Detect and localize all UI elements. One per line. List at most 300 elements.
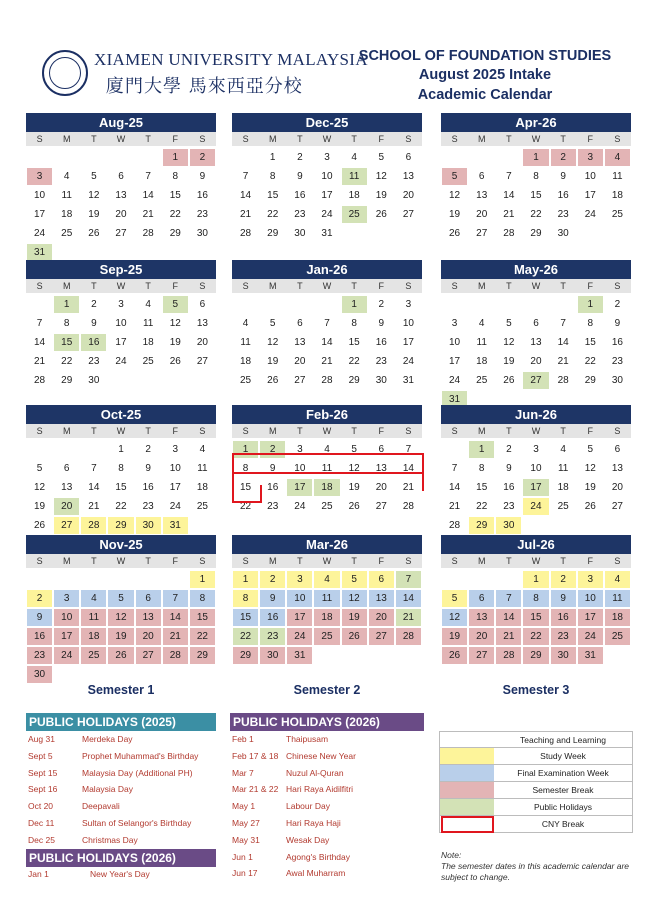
- day-cell: 1: [190, 571, 215, 588]
- weekday-label: T: [145, 134, 151, 144]
- day-cell: 24: [523, 498, 548, 515]
- day-cell: 12: [267, 337, 279, 348]
- month-title: May-26: [441, 260, 631, 279]
- day-cell: 20: [402, 190, 414, 201]
- holiday-name: Christmas Day: [82, 834, 138, 845]
- day-cell: 22: [233, 628, 258, 645]
- holiday-name: Hari Raya Aidilfitri: [286, 784, 354, 795]
- day-cell: 12: [584, 463, 596, 474]
- day-cell: 25: [476, 375, 488, 386]
- day-cell: 12: [442, 609, 467, 626]
- holiday-date: Feb 1: [232, 734, 254, 744]
- day-cell: 21: [557, 356, 569, 367]
- weekday-label: T: [506, 281, 512, 291]
- day-cell: 5: [269, 318, 276, 329]
- weekday-label: T: [297, 134, 303, 144]
- month-aug-25: [26, 113, 216, 262]
- day-cell: 28: [321, 375, 333, 386]
- day-cell: 1: [469, 441, 494, 458]
- holiday-row: [28, 781, 228, 798]
- day-cell: 21: [396, 609, 421, 626]
- semester-label-3: Semester 3: [502, 683, 570, 697]
- day-cell: 26: [348, 501, 360, 512]
- day-cell: 2: [297, 152, 303, 163]
- weekday-label: W: [322, 281, 332, 291]
- empty-cell: [314, 296, 339, 313]
- day-cell: 28: [402, 501, 414, 512]
- weekday-label: T: [506, 134, 512, 144]
- day-cell: 21: [34, 356, 46, 367]
- holiday-row: [232, 849, 432, 866]
- weekday-label: W: [531, 426, 541, 436]
- day-cell: 13: [469, 609, 494, 626]
- holidays-2025-heading: PUBLIC HOLIDAYS (2025): [26, 713, 216, 731]
- holiday-name: Malaysia Day: [82, 784, 134, 795]
- day-cell: 10: [294, 463, 306, 474]
- day-cell: 14: [163, 609, 188, 626]
- day-cell: 19: [375, 190, 387, 201]
- day-cell: 9: [199, 171, 206, 182]
- day-cell: 20: [54, 498, 79, 515]
- day-cell: 4: [605, 571, 630, 588]
- day-cell: 11: [557, 463, 569, 474]
- legend-swatch: [440, 732, 494, 748]
- holiday-row: [232, 798, 432, 815]
- note: [441, 850, 631, 883]
- day-cell: 14: [88, 482, 100, 493]
- day-cell: 27: [523, 372, 548, 389]
- day-cell: 18: [196, 482, 208, 493]
- weekday-label: T: [351, 556, 357, 566]
- note-title: Note:: [441, 850, 462, 860]
- day-cell: 10: [402, 318, 414, 329]
- day-cell: 14: [142, 190, 154, 201]
- day-cell: 21: [240, 209, 252, 220]
- day-cell: 15: [523, 609, 548, 626]
- weekday-label: T: [351, 134, 357, 144]
- day-cell: 19: [267, 356, 279, 367]
- day-cell: 2: [27, 590, 52, 607]
- empty-cell: [233, 149, 258, 166]
- month-jun-26: [441, 405, 631, 535]
- day-cell: 28: [503, 228, 515, 239]
- day-cell: 8: [118, 463, 124, 474]
- cny-break-outline: [232, 485, 262, 503]
- day-cell: 8: [478, 463, 485, 474]
- day-cell: 11: [314, 590, 339, 607]
- day-cell: 8: [587, 318, 594, 329]
- day-cell: 6: [369, 571, 394, 588]
- day-cell: 5: [442, 590, 467, 607]
- day-cell: 12: [375, 171, 387, 182]
- empty-cell: [469, 571, 494, 588]
- day-cell: 20: [530, 356, 542, 367]
- day-cell: 18: [61, 209, 73, 220]
- day-grid: [26, 440, 216, 535]
- legend-row-cny: [439, 816, 633, 833]
- day-cell: 20: [476, 209, 488, 220]
- day-cell: 19: [88, 209, 100, 220]
- holiday-date: Mar 21 & 22: [232, 784, 279, 795]
- holiday-name: Wesak Day: [286, 834, 330, 845]
- day-cell: 15: [240, 482, 252, 493]
- day-cell: 23: [551, 628, 576, 645]
- day-cell: 22: [169, 209, 181, 220]
- empty-cell: [442, 149, 467, 166]
- semester-label-1: Semester 1: [87, 683, 155, 697]
- day-cell: 19: [348, 482, 360, 493]
- day-cell: 23: [375, 356, 387, 367]
- weekday-label: M: [62, 134, 71, 144]
- day-cell: 4: [478, 318, 485, 329]
- day-grid: [26, 295, 216, 390]
- empty-cell: [469, 296, 494, 313]
- weekday-label: S: [451, 556, 458, 566]
- weekday-label: T: [297, 556, 303, 566]
- day-cell: 15: [348, 337, 360, 348]
- weekday-label: T: [560, 281, 566, 291]
- day-grid: [26, 570, 216, 684]
- day-cell: 11: [476, 337, 487, 348]
- day-cell: 13: [294, 337, 306, 348]
- day-cell: 24: [287, 628, 312, 645]
- day-cell: 31: [287, 647, 312, 664]
- day-cell: 30: [136, 517, 161, 534]
- day-cell: 3: [451, 318, 458, 329]
- day-cell: 25: [321, 501, 333, 512]
- day-cell: 17: [523, 479, 548, 496]
- day-cell: 10: [449, 337, 461, 348]
- day-cell: 3: [578, 149, 603, 166]
- day-cell: 19: [34, 501, 46, 512]
- note-text: The semester dates in this academic calendar are subject to change.: [441, 861, 630, 882]
- weekday-label: M: [477, 134, 486, 144]
- day-cell: 30: [557, 228, 569, 239]
- month-title: Aug-25: [26, 113, 216, 132]
- day-cell: 25: [196, 501, 208, 512]
- day-cell: 17: [321, 190, 333, 201]
- empty-cell: [81, 571, 106, 588]
- day-cell: 6: [614, 444, 621, 455]
- weekday-label: S: [614, 134, 621, 144]
- day-cell: 22: [476, 501, 488, 512]
- day-cell: 8: [533, 171, 539, 182]
- weekday-label: M: [268, 134, 277, 144]
- day-cell: 20: [115, 209, 127, 220]
- weekday-label: S: [36, 134, 43, 144]
- weekday-label: M: [62, 281, 71, 291]
- day-cell: 17: [287, 479, 312, 496]
- day-cell: 15: [54, 334, 79, 351]
- day-cell: 26: [34, 520, 46, 531]
- day-cell: 22: [584, 356, 596, 367]
- holiday-row: [28, 832, 228, 849]
- day-cell: 21: [496, 628, 521, 645]
- day-cell: 31: [27, 244, 52, 261]
- day-cell: 6: [297, 318, 303, 329]
- day-cell: 29: [523, 647, 548, 664]
- day-grid: [441, 570, 631, 665]
- day-cell: 3: [533, 444, 539, 455]
- legend-swatch: [440, 799, 494, 815]
- day-cell: 2: [145, 444, 151, 455]
- day-cell: 9: [560, 171, 566, 182]
- day-cell: 7: [324, 318, 330, 329]
- day-cell: 7: [163, 590, 188, 607]
- weekday-header: [441, 554, 631, 568]
- day-cell: 20: [136, 628, 161, 645]
- weekday-label: S: [242, 134, 249, 144]
- day-cell: 9: [27, 609, 52, 626]
- day-cell: 18: [605, 609, 630, 626]
- day-cell: 24: [34, 228, 46, 239]
- day-cell: 4: [63, 171, 70, 182]
- day-cell: 26: [342, 628, 367, 645]
- empty-cell: [496, 571, 521, 588]
- day-cell: 7: [496, 590, 521, 607]
- legend-label: CNY Break: [541, 819, 585, 829]
- day-cell: 13: [402, 171, 414, 182]
- weekday-label: W: [322, 134, 332, 144]
- empty-cell: [163, 571, 188, 588]
- weekday-header: [441, 132, 631, 146]
- day-cell: 16: [557, 190, 569, 201]
- day-cell: 14: [496, 609, 521, 626]
- day-cell: 12: [348, 463, 360, 474]
- day-cell: 14: [402, 463, 414, 474]
- empty-cell: [260, 296, 285, 313]
- day-cell: 29: [267, 228, 279, 239]
- day-cell: 2: [551, 149, 576, 166]
- day-cell: 3: [27, 168, 52, 185]
- month-mar-26: [232, 535, 422, 665]
- day-cell: 5: [506, 318, 512, 329]
- day-cell: 10: [287, 590, 312, 607]
- day-cell: 18: [81, 628, 106, 645]
- day-cell: 24: [578, 628, 603, 645]
- weekday-label: S: [614, 426, 621, 436]
- holiday-date: Oct 20: [28, 801, 54, 812]
- weekday-label: T: [91, 134, 97, 144]
- day-cell: 22: [530, 209, 542, 220]
- day-cell: 25: [611, 209, 623, 220]
- day-cell: 3: [578, 571, 603, 588]
- day-cell: 28: [496, 647, 521, 664]
- weekday-label: T: [145, 281, 151, 291]
- weekday-label: S: [405, 134, 412, 144]
- day-cell: 27: [375, 501, 387, 512]
- weekday-label: M: [477, 426, 486, 436]
- weekday-label: W: [116, 134, 126, 144]
- day-cell: 6: [378, 444, 385, 455]
- weekday-header: [232, 424, 422, 438]
- weekday-label: F: [587, 426, 594, 436]
- weekday-label: T: [91, 426, 97, 436]
- empty-cell: [54, 571, 79, 588]
- empty-cell: [81, 441, 106, 458]
- empty-cell: [523, 296, 548, 313]
- legend-label: Semester Break: [532, 785, 594, 795]
- holiday-date: Aug 31: [28, 734, 55, 744]
- day-cell: 3: [287, 571, 312, 588]
- day-cell: 20: [375, 482, 387, 493]
- day-grid: [441, 148, 631, 243]
- day-cell: 21: [142, 209, 154, 220]
- legend-label: Final Examination Week: [517, 768, 609, 778]
- holiday-name: Merdeka Day: [82, 734, 133, 744]
- day-cell: 22: [348, 356, 360, 367]
- holiday-row: [232, 731, 432, 748]
- day-cell: 1: [523, 571, 548, 588]
- day-cell: 21: [503, 209, 515, 220]
- day-cell: 7: [91, 463, 97, 474]
- month-title: Apr-26: [441, 113, 631, 132]
- day-cell: 5: [351, 444, 357, 455]
- day-cell: 30: [611, 375, 623, 386]
- month-jan-26: [232, 260, 422, 390]
- holiday-date: Dec 25: [28, 834, 55, 845]
- day-cell: 19: [584, 482, 596, 493]
- day-cell: 6: [533, 318, 539, 329]
- weekday-label: S: [242, 281, 249, 291]
- weekday-label: S: [199, 556, 206, 566]
- holiday-row: [28, 765, 228, 782]
- day-cell: 2: [614, 299, 621, 310]
- weekday-label: M: [477, 556, 486, 566]
- weekday-header: [26, 132, 216, 146]
- day-cell: 16: [260, 609, 285, 626]
- day-cell: 27: [115, 228, 127, 239]
- day-cell: 27: [469, 647, 494, 664]
- holiday-name: Malaysia Day (Additional PH): [82, 767, 193, 778]
- weekday-label: T: [91, 281, 97, 291]
- day-cell: 30: [294, 228, 306, 239]
- day-cell: 30: [260, 647, 285, 664]
- day-cell: 6: [118, 171, 124, 182]
- holiday-date: Jan 1: [28, 869, 49, 879]
- holiday-name: Thaipusam: [286, 734, 329, 744]
- day-cell: 1: [342, 296, 367, 313]
- day-cell: 4: [242, 318, 249, 329]
- day-cell: 22: [61, 356, 73, 367]
- day-cell: 8: [190, 590, 215, 607]
- weekday-label: F: [172, 556, 179, 566]
- day-cell: 8: [172, 171, 179, 182]
- day-cell: 31: [402, 375, 414, 386]
- holiday-row: [28, 798, 228, 815]
- day-cell: 4: [145, 299, 151, 310]
- page-title-line1: SCHOOL OF FOUNDATION STUDIES: [358, 48, 612, 64]
- page-header: [0, 0, 649, 110]
- empty-cell: [551, 296, 576, 313]
- empty-cell: [442, 296, 467, 313]
- day-cell: 4: [324, 444, 330, 455]
- day-cell: 16: [503, 482, 515, 493]
- day-cell: 23: [88, 356, 100, 367]
- day-cell: 5: [163, 296, 188, 313]
- day-cell: 9: [91, 318, 97, 329]
- day-cell: 28: [449, 520, 461, 531]
- weekday-label: M: [268, 556, 277, 566]
- holiday-name: Labour Day: [286, 801, 330, 812]
- empty-cell: [27, 441, 52, 458]
- empty-cell: [442, 441, 467, 458]
- day-cell: 18: [240, 356, 252, 367]
- month-may-26: [441, 260, 631, 409]
- day-cell: 11: [605, 590, 630, 607]
- empty-cell: [27, 149, 52, 166]
- day-cell: 12: [503, 337, 515, 348]
- day-cell: 11: [142, 318, 154, 329]
- day-cell: 2: [190, 149, 215, 166]
- day-cell: 8: [269, 171, 276, 182]
- day-cell: 26: [267, 375, 279, 386]
- weekday-label: S: [199, 281, 206, 291]
- day-cell: 23: [267, 501, 279, 512]
- day-cell: 28: [557, 375, 569, 386]
- day-cell: 27: [136, 647, 161, 664]
- day-cell: 13: [196, 318, 208, 329]
- weekday-label: T: [297, 426, 303, 436]
- day-cell: 7: [242, 171, 249, 182]
- day-cell: 9: [614, 318, 621, 329]
- empty-cell: [81, 149, 106, 166]
- day-cell: 13: [61, 482, 73, 493]
- day-cell: 25: [342, 206, 367, 223]
- weekday-label: W: [116, 281, 126, 291]
- day-cell: 6: [405, 152, 412, 163]
- weekday-label: S: [36, 426, 43, 436]
- holiday-name: Prophet Muhammad's Birthday: [82, 750, 199, 761]
- day-cell: 5: [587, 444, 594, 455]
- day-cell: 31: [321, 228, 333, 239]
- day-cell: 5: [91, 171, 97, 182]
- day-cell: 19: [442, 628, 467, 645]
- holiday-date: Sept 5: [28, 750, 53, 761]
- semester-label-2: Semester 2: [293, 683, 361, 697]
- holiday-date: Mar 7: [232, 767, 254, 778]
- weekday-label: F: [378, 426, 385, 436]
- day-cell: 7: [145, 171, 151, 182]
- day-cell: 5: [36, 463, 43, 474]
- weekday-label: S: [36, 281, 43, 291]
- day-cell: 8: [233, 590, 258, 607]
- day-cell: 25: [61, 228, 73, 239]
- weekday-header: [26, 279, 216, 293]
- day-cell: 13: [369, 590, 394, 607]
- legend-label: Teaching and Learning: [519, 735, 606, 745]
- empty-cell: [108, 149, 133, 166]
- day-cell: 13: [530, 337, 542, 348]
- holiday-row: [28, 748, 228, 765]
- holiday-date: May 31: [232, 834, 260, 845]
- day-cell: 4: [560, 444, 566, 455]
- empty-cell: [27, 571, 52, 588]
- day-cell: 25: [605, 628, 630, 645]
- weekday-label: S: [242, 556, 249, 566]
- day-cell: 10: [54, 609, 79, 626]
- day-cell: 28: [142, 228, 154, 239]
- holiday-row: [232, 781, 432, 798]
- weekday-label: F: [378, 134, 385, 144]
- day-cell: 27: [54, 517, 79, 534]
- day-cell: 19: [169, 337, 181, 348]
- day-cell: 16: [294, 190, 306, 201]
- empty-cell: [54, 441, 79, 458]
- day-cell: 18: [142, 337, 154, 348]
- day-cell: 1: [233, 441, 258, 458]
- day-cell: 11: [240, 337, 251, 348]
